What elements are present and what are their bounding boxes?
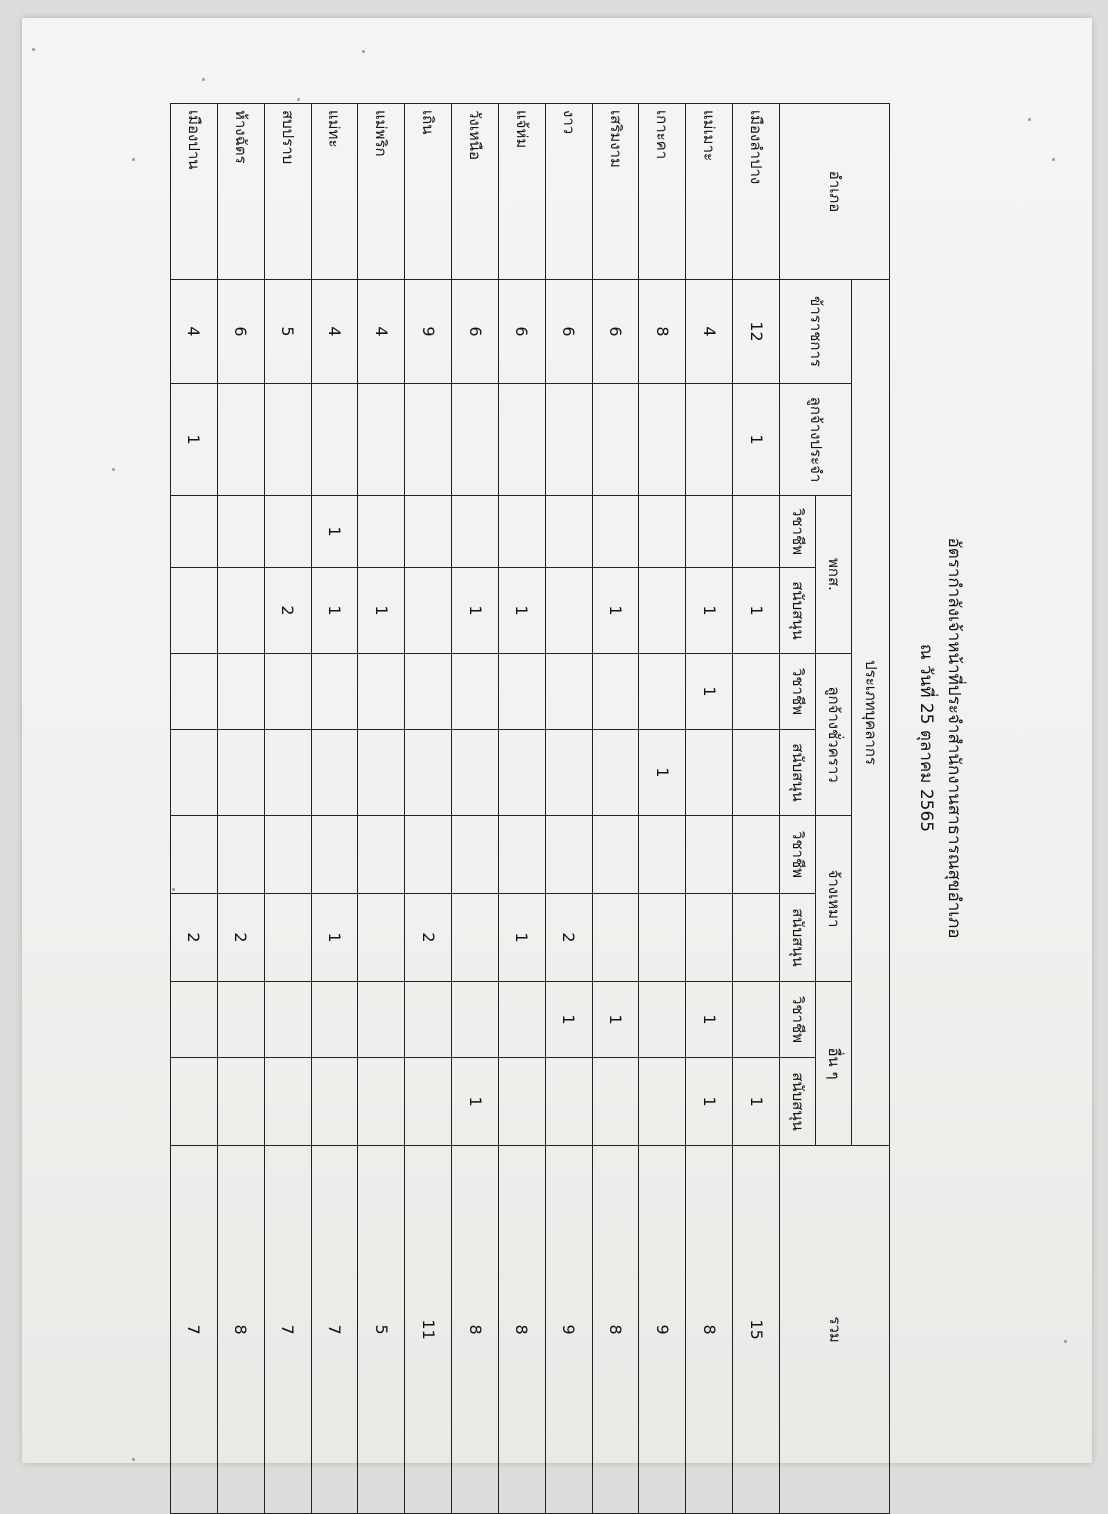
table-row	[405, 104, 452, 1514]
total-cell: 8	[686, 1146, 733, 1514]
staff-table	[170, 103, 890, 1514]
count-cell	[498, 730, 545, 816]
document-title-block	[912, 378, 968, 1098]
count-cell: 2	[545, 894, 592, 982]
count-cell	[264, 730, 311, 816]
table-row	[264, 104, 311, 1514]
count-cell	[498, 496, 545, 568]
count-cell	[733, 816, 780, 894]
civil-servant-header: ข้าราชการ	[780, 280, 852, 384]
count-cell	[217, 496, 264, 568]
count-cell	[545, 568, 592, 654]
table-row	[171, 104, 218, 1514]
count-cell	[733, 654, 780, 730]
district-cell: ห้างฉัตร	[217, 104, 264, 280]
document-date: ณ วันที่ 25 ตุลาคม 2565	[916, 643, 936, 833]
table-row	[686, 104, 733, 1514]
count-cell: 6	[217, 280, 264, 384]
speck	[297, 98, 300, 101]
count-cell	[498, 982, 545, 1058]
count-cell: 8	[639, 280, 686, 384]
permanent-employee-header: ลูกจ้างประจำ	[780, 384, 852, 496]
district-cell: เมืองปาน	[171, 104, 218, 280]
count-cell	[217, 654, 264, 730]
total-cell: 8	[498, 1146, 545, 1514]
count-cell: 1	[545, 982, 592, 1058]
count-cell	[686, 496, 733, 568]
count-cell	[311, 816, 358, 894]
count-cell	[217, 816, 264, 894]
total-cell: 7	[311, 1146, 358, 1514]
total-cell: 15	[733, 1146, 780, 1514]
count-cell	[686, 730, 733, 816]
support-subheader: สนับสนุน	[780, 894, 816, 982]
district-cell: งาว	[545, 104, 592, 280]
count-cell	[545, 1058, 592, 1146]
total-cell: 5	[358, 1146, 405, 1514]
count-cell	[592, 654, 639, 730]
count-cell: 1	[171, 384, 218, 496]
count-cell	[498, 816, 545, 894]
count-cell	[405, 982, 452, 1058]
table-row	[217, 104, 264, 1514]
count-cell	[405, 730, 452, 816]
professional-subheader: วิชาชีพ	[780, 982, 816, 1058]
count-cell	[405, 384, 452, 496]
count-cell: 1	[733, 1058, 780, 1146]
count-cell	[639, 816, 686, 894]
district-cell: แจ้ห่ม	[498, 104, 545, 280]
speck	[32, 48, 35, 51]
count-cell: 2	[264, 568, 311, 654]
count-cell	[592, 384, 639, 496]
count-cell	[171, 654, 218, 730]
count-cell: 1	[686, 982, 733, 1058]
count-cell	[592, 496, 639, 568]
table-row	[358, 104, 405, 1514]
count-cell	[639, 496, 686, 568]
support-subheader: สนับสนุน	[780, 1058, 816, 1146]
count-cell: 12	[733, 280, 780, 384]
count-cell	[545, 730, 592, 816]
count-cell	[311, 384, 358, 496]
count-cell	[452, 730, 499, 816]
count-cell	[498, 1058, 545, 1146]
count-cell	[171, 816, 218, 894]
table-row	[452, 104, 499, 1514]
district-cell: เถิน	[405, 104, 452, 280]
total-cell: 7	[264, 1146, 311, 1514]
total-cell: 9	[545, 1146, 592, 1514]
district-cell: เสริมงาม	[592, 104, 639, 280]
count-cell	[405, 1058, 452, 1146]
count-cell: 1	[311, 568, 358, 654]
temp-employee-header: ลูกจ้างชั่วคราว	[816, 654, 852, 816]
total-cell: 8	[452, 1146, 499, 1514]
count-cell	[545, 816, 592, 894]
count-cell	[264, 496, 311, 568]
support-subheader: สนับสนุน	[780, 568, 816, 654]
count-cell	[452, 654, 499, 730]
count-cell	[358, 894, 405, 982]
count-cell: 6	[545, 280, 592, 384]
count-cell	[311, 730, 358, 816]
count-cell	[733, 894, 780, 982]
table-row	[639, 104, 686, 1514]
speck	[1028, 118, 1031, 121]
count-cell	[498, 384, 545, 496]
count-cell	[733, 496, 780, 568]
count-cell	[264, 816, 311, 894]
speck	[132, 1458, 135, 1461]
count-cell: 5	[264, 280, 311, 384]
count-cell: 1	[686, 654, 733, 730]
count-cell	[592, 894, 639, 982]
count-cell	[358, 384, 405, 496]
speck	[362, 50, 365, 53]
count-cell	[405, 568, 452, 654]
count-cell	[358, 816, 405, 894]
table-row	[311, 104, 358, 1514]
district-cell: วังเหนือ	[452, 104, 499, 280]
count-cell	[452, 894, 499, 982]
count-cell: 1	[452, 1058, 499, 1146]
count-cell	[405, 654, 452, 730]
district-cell: เกาะคา	[639, 104, 686, 280]
count-cell: 4	[171, 280, 218, 384]
count-cell	[358, 496, 405, 568]
count-cell	[592, 730, 639, 816]
count-cell: 1	[311, 894, 358, 982]
district-cell: แม่เมาะ	[686, 104, 733, 280]
count-cell	[405, 496, 452, 568]
count-cell	[358, 1058, 405, 1146]
count-cell	[171, 982, 218, 1058]
gov-employee-header: พกส.	[816, 496, 852, 654]
count-cell	[498, 654, 545, 730]
count-cell	[639, 894, 686, 982]
count-cell	[264, 894, 311, 982]
staff-table-container	[170, 103, 890, 1513]
speck	[1052, 158, 1055, 161]
count-cell: 1	[498, 894, 545, 982]
count-cell: 1	[498, 568, 545, 654]
total-cell: 7	[171, 1146, 218, 1514]
count-cell	[264, 1058, 311, 1146]
support-subheader: สนับสนุน	[780, 730, 816, 816]
count-cell	[217, 384, 264, 496]
professional-subheader: วิชาชีพ	[780, 654, 816, 730]
count-cell	[639, 568, 686, 654]
count-cell	[452, 816, 499, 894]
count-cell: 6	[592, 280, 639, 384]
count-cell	[405, 816, 452, 894]
speck	[132, 158, 135, 161]
count-cell: 4	[358, 280, 405, 384]
table-body	[171, 104, 780, 1514]
district-header: อำเภอ	[780, 104, 890, 280]
count-cell: 1	[452, 568, 499, 654]
count-cell	[311, 982, 358, 1058]
total-cell: 9	[639, 1146, 686, 1514]
count-cell: 1	[639, 730, 686, 816]
count-cell	[639, 982, 686, 1058]
count-cell: 1	[686, 1058, 733, 1146]
count-cell	[171, 568, 218, 654]
count-cell: 1	[733, 568, 780, 654]
personnel-type-header: ประเภทบุคลากร	[852, 280, 890, 1146]
professional-subheader: วิชาชีพ	[780, 496, 816, 568]
document-title: อัตรากำลังเจ้าหน้าที่ประจำสำนักงานสาธารณสุขอำเภอ	[944, 537, 964, 939]
count-cell	[639, 1058, 686, 1146]
count-cell: 1	[592, 568, 639, 654]
count-cell	[452, 384, 499, 496]
count-cell	[264, 982, 311, 1058]
count-cell: 2	[171, 894, 218, 982]
count-cell: 2	[405, 894, 452, 982]
count-cell: 6	[452, 280, 499, 384]
total-cell: 11	[405, 1146, 452, 1514]
speck	[112, 468, 115, 471]
total-cell: 8	[217, 1146, 264, 1514]
district-cell: แม่พริก	[358, 104, 405, 280]
count-cell: 4	[311, 280, 358, 384]
count-cell	[358, 982, 405, 1058]
count-cell	[217, 982, 264, 1058]
count-cell	[264, 384, 311, 496]
count-cell: 1	[733, 384, 780, 496]
count-cell	[217, 568, 264, 654]
table-row	[545, 104, 592, 1514]
total-cell: 8	[592, 1146, 639, 1514]
contract-employee-header: จ้างเหมา	[816, 816, 852, 982]
count-cell	[171, 730, 218, 816]
count-cell	[171, 1058, 218, 1146]
count-cell	[545, 654, 592, 730]
count-cell	[592, 1058, 639, 1146]
count-cell	[171, 496, 218, 568]
count-cell	[311, 1058, 358, 1146]
count-cell	[358, 654, 405, 730]
count-cell	[686, 894, 733, 982]
count-cell	[264, 654, 311, 730]
count-cell: 1	[358, 568, 405, 654]
table-row	[733, 104, 780, 1514]
count-cell	[217, 730, 264, 816]
count-cell	[639, 654, 686, 730]
professional-subheader: วิชาชีพ	[780, 816, 816, 894]
district-cell: แม่ทะ	[311, 104, 358, 280]
table-row	[498, 104, 545, 1514]
count-cell	[311, 654, 358, 730]
count-cell	[639, 384, 686, 496]
count-cell	[217, 1058, 264, 1146]
count-cell	[545, 384, 592, 496]
count-cell	[686, 384, 733, 496]
count-cell	[592, 816, 639, 894]
other-header: อื่น ๆ	[816, 982, 852, 1146]
count-cell: 1	[311, 496, 358, 568]
count-cell	[452, 496, 499, 568]
count-cell: 1	[592, 982, 639, 1058]
count-cell	[545, 496, 592, 568]
count-cell: 1	[686, 568, 733, 654]
count-cell: 4	[686, 280, 733, 384]
count-cell: 9	[405, 280, 452, 384]
count-cell: 2	[217, 894, 264, 982]
speck	[202, 78, 205, 81]
count-cell	[358, 730, 405, 816]
table-row	[592, 104, 639, 1514]
count-cell: 6	[498, 280, 545, 384]
count-cell	[733, 982, 780, 1058]
count-cell	[452, 982, 499, 1058]
speck	[1064, 1340, 1067, 1343]
total-header: รวม	[780, 1146, 890, 1514]
district-cell: เมืองลำปาง	[733, 104, 780, 280]
count-cell	[686, 816, 733, 894]
district-cell: สบปราบ	[264, 104, 311, 280]
count-cell	[733, 730, 780, 816]
